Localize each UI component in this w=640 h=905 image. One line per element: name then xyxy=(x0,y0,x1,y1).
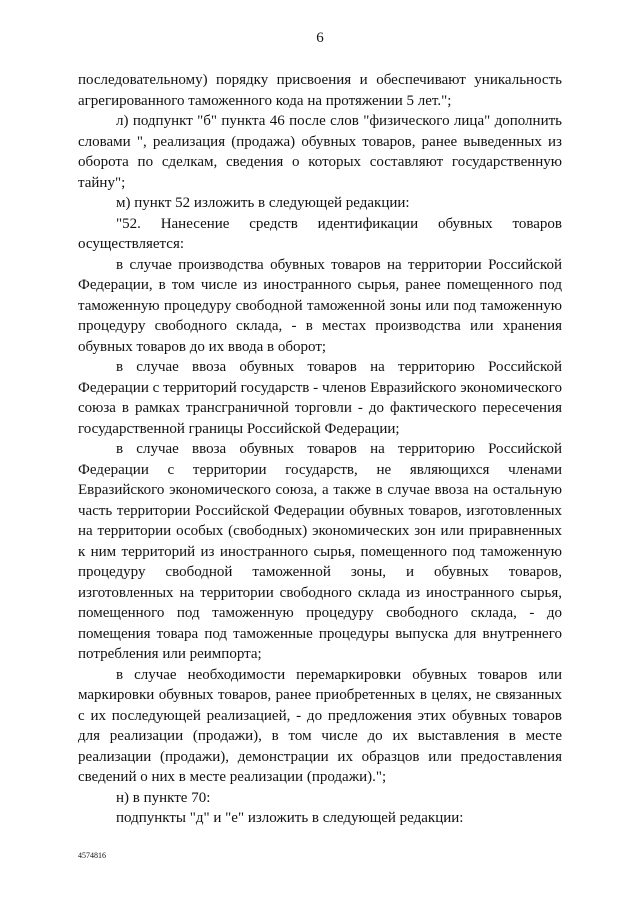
paragraph-case-production: в случае производства обувных товаров на территории Российской Федерации, в том числе из иностранного сырья, ранее помещенного под таможенную процедуру свободной таможенной зоны или под таможенную процедуру свободного склада, - в местах производства или хранения обувных товаров до их ввода в оборот; xyxy=(78,256,562,355)
document-body xyxy=(78,70,562,829)
paragraph-item-n: н) в пункте 70: xyxy=(116,789,211,806)
paragraph-case-remarking: в случае необходимости перемаркировки обувных товаров или маркировки обувных товаров, ранее приобретенных в целях, не связанных с их последующей реализацией, - до предложения этих обувных товаров для реализации (продажи), в том числе до их выставления в месте реализации (продажи), демонстрации их образцов или предоставления сведений о них в месте реализации (продажи)."; xyxy=(78,666,562,785)
page-number: 6 xyxy=(316,30,324,46)
paragraph-item-l: л) подпункт "б" пункта 46 после слов "физического лица" дополнить словами ", реализация (продажа) обувных товаров, ранее выведенных из оборота по сделкам, сведения о которых составляют государственную тайну"; xyxy=(78,113,562,191)
paragraph-case-eaeu-import: в случае ввоза обувных товаров на территорию Российской Федерации с территорий государств - членов Евразийского экономического союза в рамках трансграничной торговли - до фактического пересечения государственной границы Российской Федерации; xyxy=(78,359,562,437)
paragraph-item-m: м) пункт 52 изложить в следующей редакции: xyxy=(116,195,410,211)
paragraph-continuation: последовательному) порядку присвоения и обеспечивают уникальность агрегированного таможенного кода на протяжении 5 лет."; xyxy=(78,72,562,109)
paragraph-case-non-eaeu-import: в случае ввоза обувных товаров на территорию Российской Федерации с территории государств, не являющихся членами Евразийского экономического союза, а также в случае ввоза на остальную часть территории Российской Федерации обувных товаров, изготовленных на территории особых (свободных) экономических зон или приравненных к ним территорий из иностранного сырья, помещенного под таможенную процедуру свободной таможенной зоны, и обувных товаров, изготовленных на территории свободного склада из иностранного сырья, помещенного под таможенную процедуру свободного склада, - до помещения товара под таможенные процедуры выпуска для внутреннего потребления или реимпорта; xyxy=(78,441,562,662)
paragraph-clause-52: "52. Нанесение средств идентификации обувных товаров осуществляется: xyxy=(78,215,562,252)
document-code: 4574816 xyxy=(78,851,106,860)
paragraph-subitems-d-e: подпункты "д" и "е" изложить в следующей редакции: xyxy=(116,810,464,826)
